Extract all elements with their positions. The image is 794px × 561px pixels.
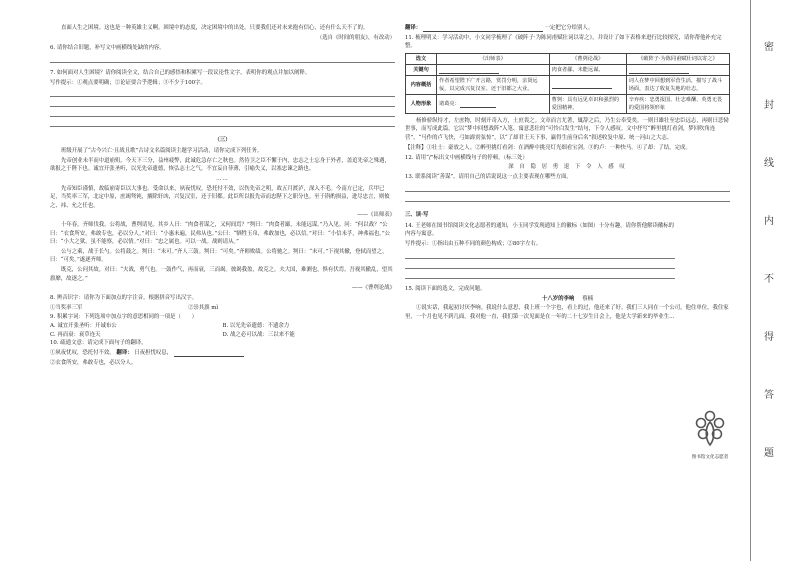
table-cell: 作者希望陛下广开言路，赏罚分明，亲贤远佞，以完成兴复汉室、还于旧都之大业。 [437,75,550,94]
translation-label: 翻译： [405,25,422,31]
section-3-heading: （三） [214,137,231,144]
q8-item-b: ②崇其旗 mǐ [188,305,219,312]
question-15: 15. 阅读下面的选文，完成问题。 [405,285,486,292]
binding-char: 密 [764,42,774,53]
q8-item-a: ①当奖率三军 [50,305,83,312]
answer-line[interactable] [50,118,395,127]
table-cell: 内容概括 [406,75,437,94]
passage-a: 先帝创业未半而中道崩殂，今天下三分，益州疲弊，此诚危急存亡之秋也。然侍卫之臣不懈于内，忠志之士忘身于外者，盖追先帝之殊遇，欲报之于陛下也。诚宜开张圣听，以光先帝遗德，恢弘志士之气，不宜妄自菲薄，引喻失义，以塞忠谏之路也。 [50,157,390,172]
answer-blank[interactable] [552,83,612,89]
ellipsis: …… [216,175,229,182]
question-11: 11. 梳理明义：学习活动中，小文同学梳理了《破阵子·为陈同甫赋壮词以寄之》，并设计了如下表格来进行比较探究，请你帮他补充完整。 [405,34,722,50]
story-author: 蔡楠 [582,295,594,302]
q9-option-d[interactable]: D. 战之必可以战：三以来不能 [222,331,295,338]
question-6: 6. 请你结合旧题，补写文中画横线处缺的内容。 [50,44,165,51]
table-cell-text: 诸葛亮： [439,100,460,107]
right-column [405,24,730,551]
story-heading [405,295,730,303]
table-cell[interactable] [437,64,550,75]
table-cell: 人物形象 [406,94,437,113]
source-a: ——《出师表》 [357,212,395,219]
table-header: 《曹刿论战》 [549,53,626,64]
table-cell: 肉食者鄙，未能远谋。 [549,64,626,75]
binding-strip [750,0,794,561]
question-7: 7. 如何面对人生困境？请你阅读全文，结合自己的感悟和积累写一段议论性文字，表明你的观点并加以阐释。 [50,69,311,76]
answer-blank[interactable] [460,102,496,108]
table-cell: 曹刿：具有远见卓识和强烈的爱国精神。 [549,94,626,113]
answer-line[interactable] [405,270,675,279]
binding-char: 内 [764,216,774,227]
q10-sentence-b: ②衣食所安，弗敢专也，必以分人。 [50,359,137,366]
r1-translation-text: 一定把它分给别人。 [544,25,594,31]
section-3-heading: 三、读·写 [405,212,429,219]
table-row [406,94,730,113]
story-text: ①说实话，我起初讨厌李响。我说什么意思，我上班一个字也，看上的过，他还来了好。我们三人同在一个公司，他住单位，我住家里，一个月也见不到几面。我对他一直，我们第一次见面是在一年的二十七岁生日会上，他是大学新来的毕业生... [405,305,729,320]
answer-line[interactable] [50,88,395,97]
left-column [50,24,395,551]
binding-char: 不 [764,274,774,285]
binding-char: 得 [764,332,774,343]
q8-items [50,304,395,312]
table-cell: 关键句 [406,64,437,75]
answer-blank[interactable] [174,351,244,357]
source-b: ——《曹刿论战》 [351,285,395,292]
translation-label: 翻译： [116,350,133,356]
logo-label: 图书馆文化志愿者 [691,455,729,460]
table-row [406,64,730,75]
binding-char: 题 [764,448,774,459]
q9-option-c[interactable]: C. 再而衰：衰草连天 [50,331,101,338]
table-header: 《出师表》 [437,53,550,64]
q10-sentence-a: ①夙夜忧叹，恐托付不效。 [50,350,115,356]
table-header: 《破阵子·为陈同甫赋壮词以寄之》 [626,53,729,64]
answer-line[interactable] [405,250,675,259]
passage-b: 先帝知臣谨慎，故临崩寄臣以大事也。受命以来，夙夜忧叹，恐托付不效，以伤先帝之明，故五月渡泸，深入不毛。今南方已定，兵甲已足，当奖率三军，北定中原，庶竭驽钝，攘除奸凶，兴复汉室，还于旧都。此臣所以报先帝而忠陛下之职分也。至于斟酌损益，进尽忠言，则攸之、祎、允之任也。 [50,185,390,209]
volunteer-logo-icon [693,409,727,453]
intro-source: （选自《时间的朋友》，有改动） [316,34,395,41]
passage-d: 公与之乘，战于长勺。公将鼓之。刿曰：“未可。”齐人三鼓。刿曰：“可矣。”齐师败绩。公将驰之。刿曰：“未可。”下视其辙，登轼而望之，曰：“可矣。”遂逐齐师。 [50,248,388,264]
table-header: 选文 [406,53,437,64]
question-10: 10. 疏通文意：请完成下面句子的翻译。 [50,340,147,347]
binding-char: 线 [764,158,774,169]
question-8: 8. 辨音识字：请你为下面加点的字注音，根据拼音写出汉字。 [50,295,198,302]
table-cell: 词人在梦中回想到军营生活，描写了战斗场面，表达了收复失地的壮志。 [626,75,729,94]
q9-option-b[interactable]: B. 以光先帝遗德：不遗余力 [222,323,290,330]
q9-option-a[interactable]: A. 诚宜开张圣听：开诚布公 [50,323,117,330]
answer-line[interactable] [405,193,730,202]
intro-passage: 直面人生之困境。这也是一种英雄主义啊。困境中的态度，决定困境中的出处。只要我们还对未来抱有信心，还有什么天不了的。 [61,25,369,31]
question-9: 9. 积累字词：下列选项中加点字的意思相同的一项是（ ） [50,313,198,320]
answer-line[interactable] [50,98,395,107]
answer-line[interactable] [405,183,730,192]
question-14-tip: 写作提示：①指出由五种不同的颜色构成；②80字左右。 [405,240,542,247]
table-cell[interactable] [549,75,626,94]
answer-blank[interactable] [423,26,543,32]
story-title: 十八岁的李响 [541,295,575,302]
r1-translation [405,24,730,32]
answer-blank[interactable] [629,68,689,74]
q9-options [50,322,395,339]
table-row [406,75,730,94]
binding-char: 封 [764,100,774,111]
answer-blank[interactable] [439,68,499,74]
table-header-row [406,53,730,64]
table-cell: 辛弃疾：忠勇报国、壮志难酬、英勇无畏的爱国将领形象 [626,94,729,113]
binding-char: 答 [764,390,774,401]
table-cell[interactable] [626,64,729,75]
question-12: 12. 请用“/”标出文中画横线句子的停顿。（标三处） [405,154,528,161]
question-7-tip: 写作提示：①观点要明确；②论证要合乎逻辑；③不少于100字。 [50,79,206,86]
comparison-table [405,53,730,114]
answer-line[interactable] [50,54,395,63]
question-13: 13. 联系阅读“善谋”，请用自己的话说说这一点主要表现在哪些方面。 [405,174,572,181]
answer-line[interactable] [50,108,395,117]
question-14: 14. 王老师在图书馆阅读文化志愿者的通知，小玉同学发现通知上的徽标（如图）十分有趣，请你帮他解读徽标的内容与寓意。 [405,222,675,237]
task-intro: 班级开展了“古今兴亡·且战且歌”古诗文名篇阅读主题学习活动，请你完成下列任务。 [61,147,263,154]
passage-e: 既克，公问其故。对曰：“夫战，勇气也。一鼓作气，再而衰，三而竭。彼竭我盈，故克之。夫大国，难测也，惧有伏焉。吾视其辙乱，望其旗靡，故逐之。” [50,267,393,282]
table-cell [437,94,550,113]
q10-translation-a: 日夜担忧叹息， [134,350,173,356]
q10-item-a [50,349,395,357]
answer-line[interactable] [405,260,675,269]
passage-c: 十年春，齐师伐我。公将战，曹刿请见。其乡人曰：“肉食者谋之，又何间焉？”刿曰：“肉食者鄙，未能远谋。”乃入见。问：“何以战？”公曰：“衣食所安，弗敢专也，必以分人。”对曰：“小惠未遍，民弗从也。”公曰：“牺牲玉帛，弗敢加也，必以信。”对曰：“小信未孚，神弗福也。”公曰：“小大之狱，虽不能察，必以情。”对曰：“忠之属也。可以一战。战则请从。” [50,222,391,245]
q12-sentence: 深 自 隐 居 勇 退 下 令 人 感 叹 [508,164,627,171]
poem-passage: 杨修骄纵恃才，左庶物，时刻开奇入方，士庶畏之。文章而言尤著，辄辞之后，乃生公奉受矣。一则曰雄壮至忠臣远志，再则曰悲恸世事，而写成此篇。它以“梦中回想战阵”入笔、寓意悲壮的“可怜白发生”结句，下令人感叹。文中抒写“醉里挑灯看剑，梦回吹角连营”，“马作的卢飞快，弓如霹雳弦惊”，以“了却君王天下事，赢得生前身后名”叙述收复中原、统一河山之大志。 [405,118,729,141]
notes: 【注释】①壮士：豪放之人。②醉里挑灯看剑：在酒醉中挑亮灯光细看宝剑。③的卢：一种快马。④了却：了结，完成。 [405,144,691,151]
